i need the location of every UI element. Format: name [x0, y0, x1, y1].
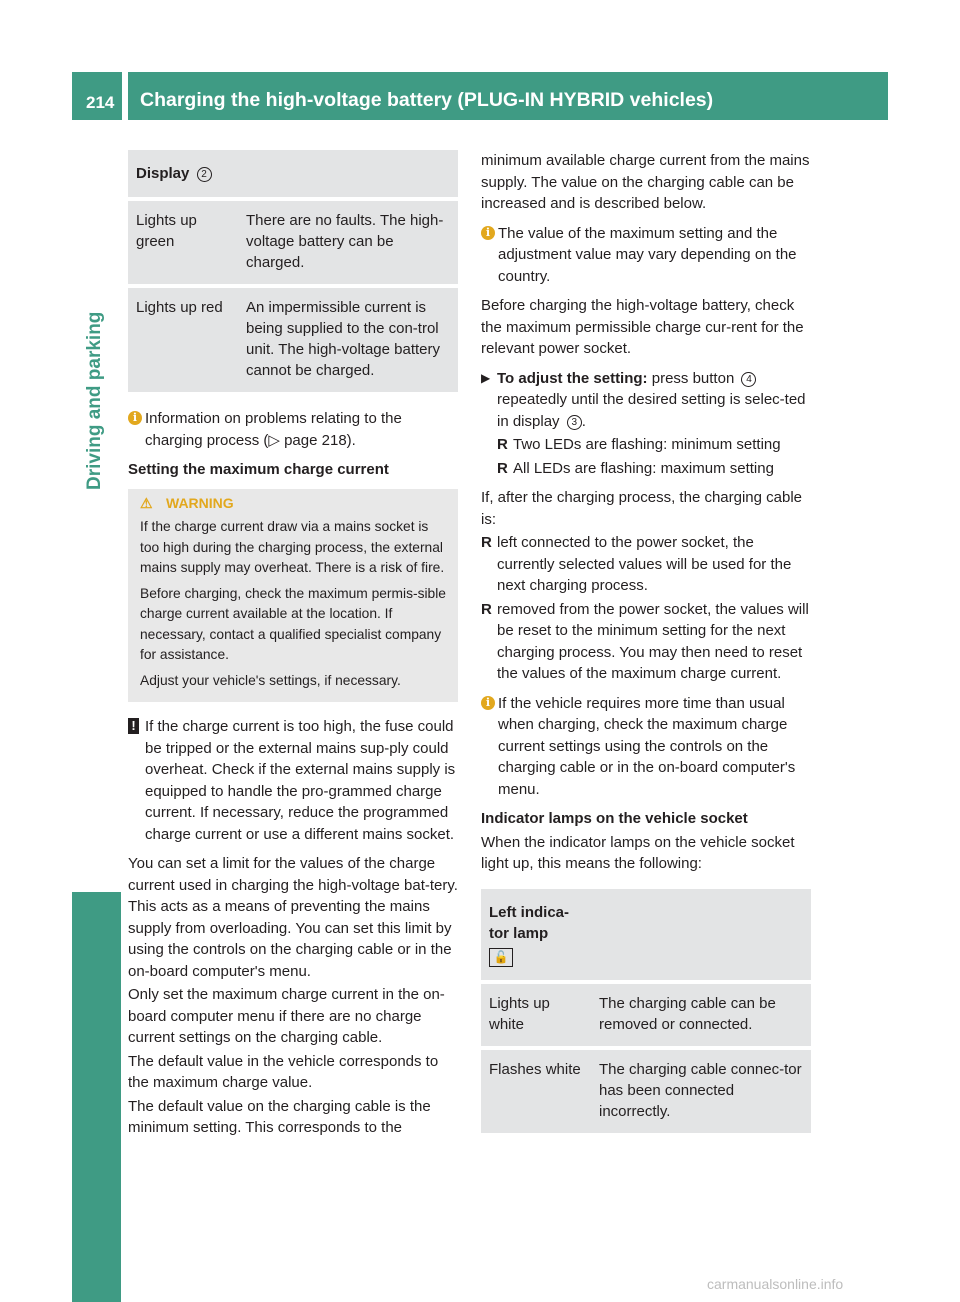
info-note: i If the vehicle requires more time than usual when charging, check the maximum charge current settings using the controls on the charging cable or in the on-board computer's menu. — [481, 693, 812, 801]
step-arrow-icon: ▶ — [481, 370, 491, 385]
table-cell-state: Flashes white — [481, 1048, 591, 1133]
warning-triangle-icon: ⚠ — [140, 494, 153, 511]
bullet-icon: R — [481, 534, 492, 551]
warning-title: ⚠ WARNING — [140, 493, 450, 514]
page-number: 214 — [72, 72, 122, 120]
info-note: i Information on problems relating to the charging process (▷ page 218). — [128, 408, 458, 451]
table-row — [128, 199, 458, 286]
warning-text: Before charging, check the maximum permis-sible charge current available at the location. If necessary, contact a qualified specialist company for assistance. — [140, 585, 446, 662]
list-item: R Two LEDs are flashing: minimum setting — [497, 434, 812, 456]
table-cell-state: Lights up green — [128, 199, 238, 286]
body-paragraph: If, after the charging process, the charging cable is: — [481, 489, 803, 528]
lamp-table-header: Left indica-tor lamp 🔓 — [481, 889, 591, 982]
sidebar-section-label: Driving and parking — [84, 311, 105, 490]
page-header — [72, 72, 888, 120]
right-column — [481, 150, 812, 1133]
table-cell-meaning: The charging cable can be removed or connected. — [591, 982, 811, 1048]
bullet-icon: R — [497, 459, 508, 477]
sidebar-tab-marker — [72, 892, 121, 1302]
list-item: R removed from the power socket, the values will be reset to the minimum setting for the next charging process. You may then need to reset the values of the maximum charge current. — [481, 600, 809, 682]
body-paragraph: The default value on the charging cable is the minimum setting. This corresponds to the — [128, 1097, 431, 1136]
bullet-icon: R — [497, 436, 508, 453]
warning-text: Adjust your vehicle's settings, if necessary. — [140, 672, 401, 688]
body-paragraph: The default value in the vehicle corresponds to the maximum charge value. — [128, 1052, 439, 1091]
display-table-header: Display 2 — [128, 150, 238, 199]
bullet-icon: R — [481, 600, 492, 618]
table-row — [481, 1048, 811, 1133]
table-cell-state: Lights up white — [481, 982, 591, 1048]
warning-box — [128, 489, 458, 703]
display-table — [128, 150, 458, 392]
callout-2-icon: 2 — [197, 167, 212, 182]
info-icon: i — [481, 696, 495, 710]
table-row — [128, 286, 458, 392]
instruction-step: ▶ To adjust the setting: press button 4 repeatedly until the desired setting is selec-ted in display 3 . — [481, 369, 806, 430]
list-item: R left connected to the power socket, the currently selected values will be used for the next charging process. — [481, 534, 792, 594]
section-heading: Setting the maximum charge current — [128, 461, 389, 478]
table-cell-meaning: There are no faults. The high-voltage battery can be charged. — [238, 199, 458, 286]
watermark: carmanualsonline.info — [707, 1276, 844, 1292]
plug-unlock-icon: 🔓 — [489, 948, 513, 967]
section-heading: Indicator lamps on the vehicle socket — [481, 810, 748, 827]
info-icon: i — [481, 226, 495, 240]
body-paragraph: Only set the maximum charge current in the on-board computer menu if there are no charge current settings on the charging cable. — [128, 986, 445, 1046]
warning-text: If the charge current draw via a mains socket is too high during the charging process, the external mains supply may overheat. There is a risk of fire. — [140, 519, 445, 575]
exclamation-icon: ! — [128, 718, 139, 734]
callout-3-icon: 3 — [567, 415, 582, 430]
table-cell-meaning: An impermissible current is being supplied to the con-trol unit. The high-voltage battery cannot be charged. — [238, 286, 458, 392]
notice-note: ! If the charge current is too high, the fuse could be tripped or the external mains sup-ply could overheat. Check if the external mains supply is equipped to handle the pro-grammed charge current. If necessary, reduce the programmed charge current or use a different mains socket. — [128, 716, 458, 845]
left-column — [128, 150, 458, 1141]
body-paragraph: minimum available charge current from the mains supply. The value on the charging cable can be increased and is described below. — [481, 152, 810, 212]
indicator-lamp-table — [481, 889, 811, 1133]
page-title: Charging the high-voltage battery (PLUG-IN HYBRID vehicles) — [128, 72, 888, 120]
table-row — [481, 982, 811, 1048]
body-paragraph: When the indicator lamps on the vehicle socket light up, this means the following: — [481, 833, 795, 872]
list-item: R All LEDs are flashing: maximum setting — [497, 458, 812, 480]
callout-4-icon: 4 — [741, 372, 756, 387]
info-note: i The value of the maximum setting and the adjustment value may vary depending on the country. — [481, 223, 812, 288]
body-paragraph: You can set a limit for the values of the charge current used in charging the high-voltage bat-tery. This acts as a means of preventing the mains supply from overloading. You can set this limit by using the controls on the charging cable or in the on-board computer's menu. — [128, 855, 458, 980]
info-icon: i — [128, 411, 142, 425]
table-cell-meaning: The charging cable connec-tor has been connected incorrectly. — [591, 1048, 811, 1133]
table-cell-state: Lights up red — [128, 286, 238, 392]
body-paragraph: Before charging the high-voltage battery, check the maximum permissible charge cur-rent for the relevant power socket. — [481, 297, 804, 357]
